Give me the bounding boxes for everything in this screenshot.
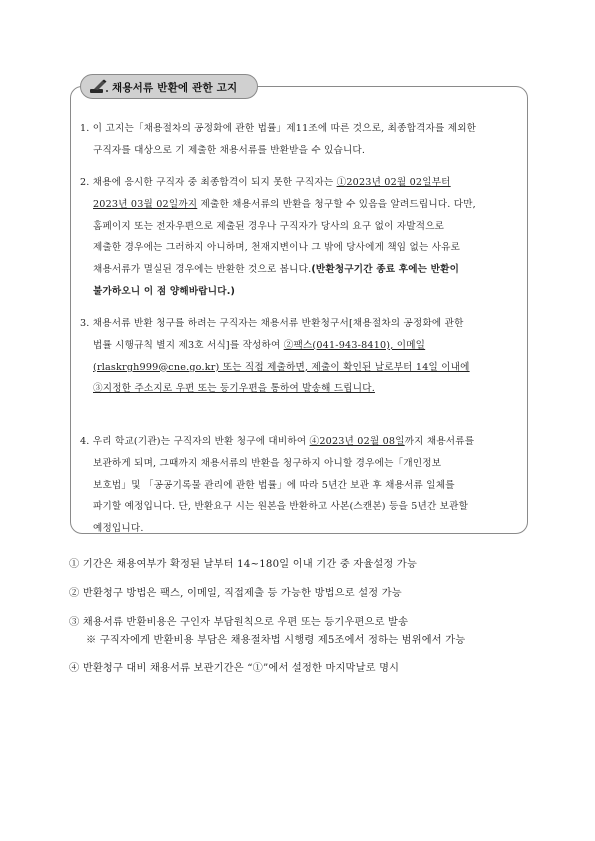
notice-line: 2023년 03월 02일까지 제출한 채용서류의 반환을 청구할 수 있음을 알려드립니다. 다만, xyxy=(93,198,476,210)
notice-line: 예정입니다. xyxy=(93,523,144,535)
notice-title-tab xyxy=(80,74,258,99)
notice-line: 불가하오니 이 점 양해바랍니다.) xyxy=(93,285,236,297)
writing-hand-icon xyxy=(89,79,109,95)
notice-line: 1. 이 고지는「채용절차의 공정화에 관한 법률」제11조에 따른 것으로, 최종합격자를 제외한 xyxy=(80,123,477,134)
notice-line: (rlaskrgh999@cne.go.kr) 또는 직접 제출하면, 제출이 확인된 날로부터 14일 이내에 xyxy=(93,361,470,373)
notice-line: 법률 시행규칙 별지 제3호 서식]를 작성하여 ②팩스(041-943-8410), 이메일 xyxy=(93,339,426,351)
notice-item-3 xyxy=(80,313,520,400)
notice-line: 구직자를 대상으로 기 제출한 채용서류를 반환받을 수 있습니다. xyxy=(93,144,366,156)
notice-line: 제출한 경우에는 그러하지 아니하며, 천재지변이나 그 밖에 당사에게 책임 없는 사유로 xyxy=(93,242,461,254)
footnote-3: ③ 채용서류 반환비용은 구인자 부담원칙으로 우편 또는 등기우편으로 발송 ※ 구직자에게 반환비용 부담은 채용절차법 시행령 제5조에서 정하는 범위에서 가능 xyxy=(69,617,466,646)
notice-title: 채용서류 반환에 관한 고지 xyxy=(112,82,238,94)
notice-line: 4. 우리 학교(기관)는 구직자의 반환 청구에 대비하여 ④2023년 02월 08일까지 채용서류를 xyxy=(80,436,475,447)
notice-line: 파기할 예정입니다. 단, 반환요구 시는 원본을 반환하고 사본(스캔본) 등을 5년간 보관할 xyxy=(93,501,469,513)
notice-item-1 xyxy=(80,118,520,162)
footnote-1: ① 기간은 채용여부가 확정된 날부터 14~180일 이내 기간 중 자율설정 가능 xyxy=(69,559,417,570)
notice-line: 보관하게 되며, 그때까지 채용서류의 반환을 청구하지 아니할 경우에는「개인정보 xyxy=(93,457,442,469)
notice-line: 2. 채용에 응시한 구직자 중 최종합격이 되지 못한 구직자는 ①2023년 02월 02일부터 xyxy=(80,177,451,188)
footnote-4: ④ 반환청구 대비 채용서류 보관기간은 “①”에서 설정한 마지막날로 명시 xyxy=(69,663,400,674)
notice-line: 보호법」및 「공공기록물 관리에 관한 법률」에 따라 5년간 보관 후 채용서류 일체를 xyxy=(93,479,455,491)
notice-item-4 xyxy=(80,431,520,540)
notice-item-2 xyxy=(80,172,520,303)
footnote-2: ② 반환청구 방법은 팩스, 이메일, 직접제출 등 가능한 방법으로 설정 가능 xyxy=(69,588,402,599)
notice-line: 3. 채용서류 반환 청구를 하려는 구직자는 채용서류 반환청구서[채용절차의 공정화에 관한 xyxy=(80,318,464,329)
notice-line: ③지정한 주소지로 우편 또는 등기우편을 통하여 발송해 드립니다. xyxy=(93,383,375,395)
notice-line: 채용서류가 멸실된 경우에는 반환한 것으로 봅니다.(반환청구기간 종료 후에는 반환이 xyxy=(93,264,460,276)
notice-line: 홈페이지 또는 전자우편으로 제출된 경우나 구직자가 당사의 요구 없이 자발적으로 xyxy=(93,220,445,232)
